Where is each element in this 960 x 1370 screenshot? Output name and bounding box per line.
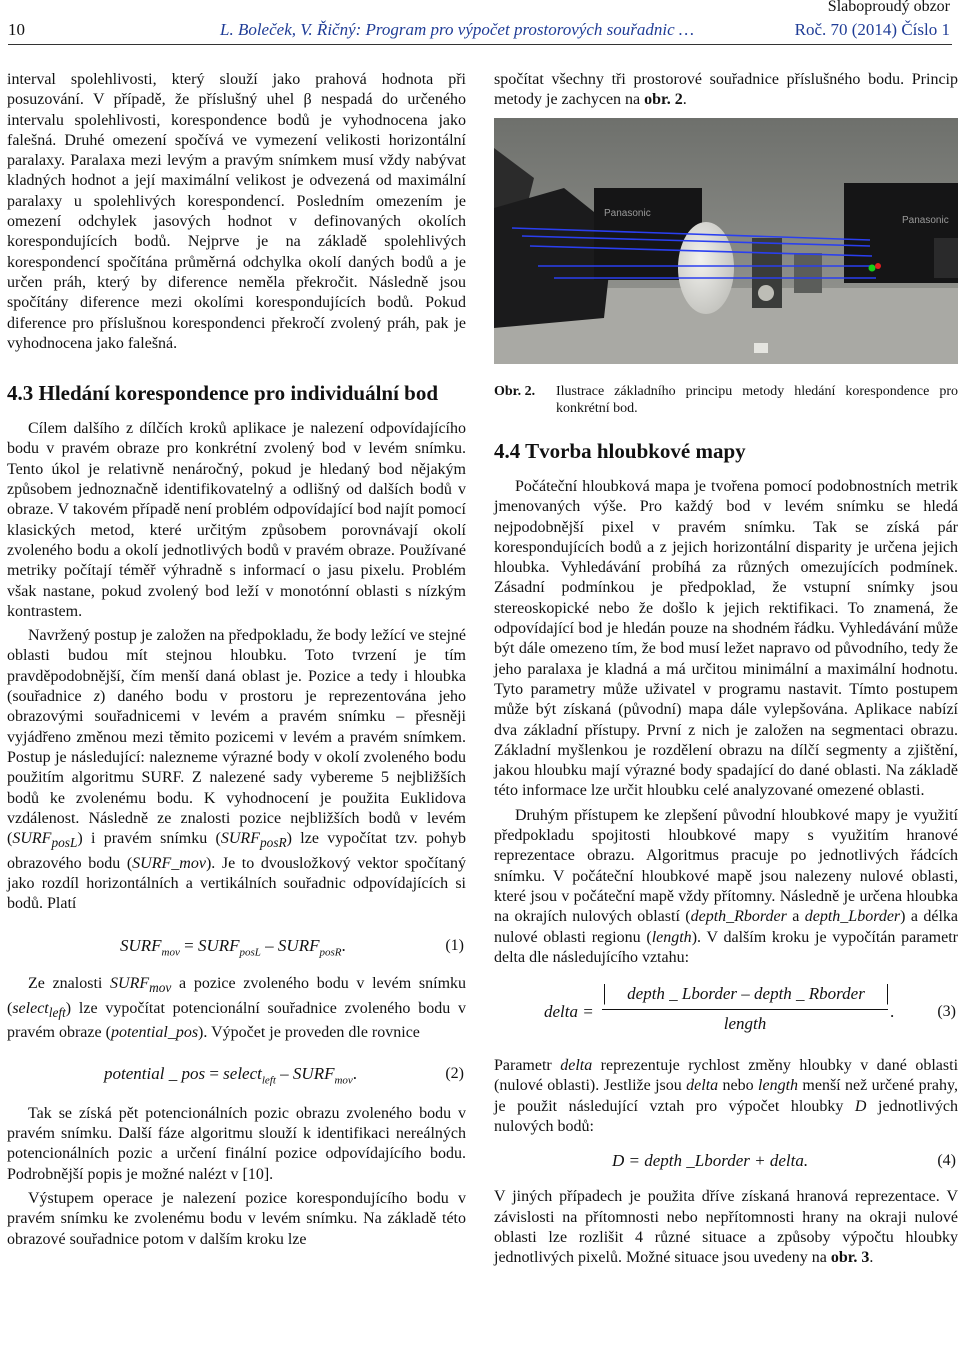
equation-number: (3) [937,1003,956,1021]
right-column [494,439,958,1269]
equation-number: (2) [445,1064,464,1082]
equation-4: D = depth _Lborder + delta. (4) [612,1151,956,1171]
brand-label-left: Panasonic [604,208,651,219]
stereo-photo [494,118,958,364]
section-heading-4-4: 4.4 Tvorba hloubkové mapy [494,439,746,463]
paragraph: interval spolehlivosti, který slouží jako prahová hodnota při posuzování. V případě, že příslušný uhel β nespadá do určeného intervalu spolehlivosti, korespondence bodů je vyhodnocena jako falešná. Druhé omezení spočívá ve vymezení velikosti horizontální paralaxy. Paralaxa mezi levým a pravým snímkem musí vždy nabývat kladných hodnot a její maximální velikost je odvezená od maximální paralaxy u spolehlivých korespondencí. Posledním omezením je omezení odchylek jasových hodnot v definovaných okolích korespondujících bodů. Nejprve je na základě spolehlivých korespondencí spočítána průměrná odchylka okolí daných bodů a je určen práh, který by diference neměla překročit. Následně jsou spočítány diference mezi okolími korespondujících bodů. Pokud diference pro příslušnou korespondenci překročí zvolený práh, pak je vyhodnocena jako falešná. [7,71,466,352]
section-heading-4-3: 4.3 Hledání korespondence pro individuální bod [7,381,439,406]
paragraph: Druhým přístupem ke zlepšení původní hloubkové mapy je využití předpokladu spojitosti hloubkové mapy s využitím hranové reprezentace obrazu. Algoritmus pracuje po jednotlivých řádcích snímku. V počáteční hloubkové mapě jsou nalezeny nulové oblasti, které jsou v počáteční mapě vždy přítomny. Následně je určena hloubka na okrajích nulových oblastí (depth_Rborder a depth_Lborder) a délka nulové oblasti regionu (length). V dalším kroku je vypočítán parametr delta dle následujícího vztahu: [494,806,958,966]
issue-info: Roč. 70 (2014) Číslo 1 [794,20,950,39]
paragraph: V jiných případech je použita dříve získaná hranová reprezentace. V závislosti na přítomnosti nebo nepřítomnosti hrany na okraji nulové oblasti lze rozlišit 4 různé situace a způsoby výpočtu hloubky jednotlivých pixelů. Možné situace jsou uvedeny na obr. 3. [494,1188,958,1267]
match-point [875,263,881,269]
right-column-top [494,70,958,111]
paragraph: spočítat všechny tři prostorové souřadnice příslušného bodu. Princip metody je zachycen na obr. 2. [494,71,958,109]
equation-number: (1) [445,937,464,955]
brand-label-right: Panasonic [902,215,949,226]
figure-photo [494,118,958,364]
running-header [8,18,950,42]
paragraph: Navržený postup je založen na předpokladu, že body ležící ve stejné oblasti budou mít stejnou hloubku. Toto tvrzení je tím pravděpodobnější, čím menší daná oblast je. Pozice a tedy i hloubka (souřadnice z) daného bodu v prostoru je reprezentována jeho obrazovými souřadnicemi v levém a pravém snímku – přesněji vyjádřeno změnou mezi těmito pozicemi v levém a pravém snímkem. Postup je následující: nalezneme výrazné body v okolí zvoleného bodu použitím algoritmu SURF. Z nalezené sady vybereme 5 nejbližších bodů ke zvolenému bodu. K vyhodnocení je použita Euklidova vzdálenost. Následně ze znalosti pozice nejbližších bodů v levém $(SURF_{posL})$ i pravém snímku $(SURF_{posR})$ lze vypočítat tzv. pohyb obrazového bodu (SURF_mov). Je to dvousložkový vektor spočítaný jako rozdíl horizontálních a vertikálních souřadnic odpovídajících si bodů. Platí [7,627,466,913]
figure-caption-text: Ilustrace základního principu metody hledání korespondence pro konkrétní bod. [556,384,958,416]
equation-number: (4) [937,1152,956,1170]
page-number: 10 [8,20,25,39]
paragraph: Tak se získá pět potencionálních pozic obrazu zvoleného bodu v pravém snímku. Další fáze algoritmu slouží k identifikaci nereálných potencionálních pozic a určení finální pozice odpovídajícího bodu. Podrobnější popis je možné nalézt v [10]. [7,1104,466,1183]
paragraph: Počáteční hloubková mapa je tvořena pomocí podobnostních metrik jmenovaných výše. Pro každý bod v levém snímku se hledá nejpodobnější pixel v pravém snímku. Tak se získá pár korespondujících bodů a z jejich horizontální disparity je určena jejich hloubka. Vyhledávání probíhá za různých omezujících podmínek. Zásadní podmínkou je předpoklad, že vstupní snímky jsou stereoskopické nebo že došlo k jejich rektifikaci. To znamená, že odpovídající bod je hledán pouze na shodném řádku. Vyhledávání může být dále omezeno tím, že bod musí ležet napravo od původního, tedy že jeho paralaxa je kladná a má určitou minimální a maximální hodnotu. Tyto parametry může uživatel v programu nastavit. Tímto postupem může být získaná (původní) mapa dále vylepšována. Aplikace nabízí dva základní přístupy. První z nich je založen na segmentaci obrazu. Základní myšlenkou je rozdělení obrazu na dílčí segmenty a zjištění, jakou hloubku mají výrazné body spadající do dané oblasti. Na základě této informace lze určit hloubku celé analyzované omezené oblasti. [494,478,958,800]
journal-name: Slaboproudý obzor [827,0,950,15]
equation-3: delta = depth _ Lborder – depth _ Rborder length . (3) [544,984,956,1034]
equation-1: $SURF_{mov}$ = $SURF_{posL}$ – $SURF_{posR}$. (1) [120,936,464,959]
running-title: L. Boleček, V. Řičný: Program pro výpočet prostorových souřadnic … [220,20,695,39]
paragraph: Parametr delta reprezentuje rychlost změny hloubky v dané oblasti (nulové oblasti). Jestliže jsou delta nebo length menší než určené prahy, je použit následující vztah pro výpočet hloubky D jednotlivých nulových bodů: [494,1057,959,1136]
equation-2: potential _ pos = select$_{left}$ – $SURF_{mov}$. (2) [104,1063,464,1087]
match-point [869,265,876,272]
paragraph: Cílem dalšího z dílčích kroků aplikace je nalezení odpovídajícího bodu v pravém obraze pro konkrétní zvolený bod v levém snímku. Tento úkol je relativně nenáročný, pokud je hledaný bod nějakým způsobem jednoznačně identifikovatelný a odlišný od dalších bodů v obraze. V takovém případě není problém odpovídající bod najít pomocí klasických metod, které určitým způsobem porovnávají okolí zvoleného bodu a okolí jednotlivých bodů v pravém obraze. Používané metriky počítají téměř výhradně s informací o jasu pixelu. Problém však nastane, pokud zvolený bod leží v monotónní oblasti s nízkým kontrastem. [7,420,466,620]
paragraph: Výstupem operace je nalezení pozice korespondujícího bodu v pravém snímku ke zvolenému bodu v levém snímku. Na základě této obrazové souřadnice potom v dalším kroku lze [7,1189,466,1248]
paragraph: Ze znalosti $SURF_{mov}$ a pozice zvoleného bodu v levém snímku (select$_{left}$) lze vypočítat potencionální souřadnice zvoleného bodu v pravém obraze (potential_pos). Výpočet je proveden dle rovnice [7,975,467,1042]
figure-label: Obr. 2. [494,384,536,399]
header-rule [8,44,952,45]
left-column [7,70,466,1250]
